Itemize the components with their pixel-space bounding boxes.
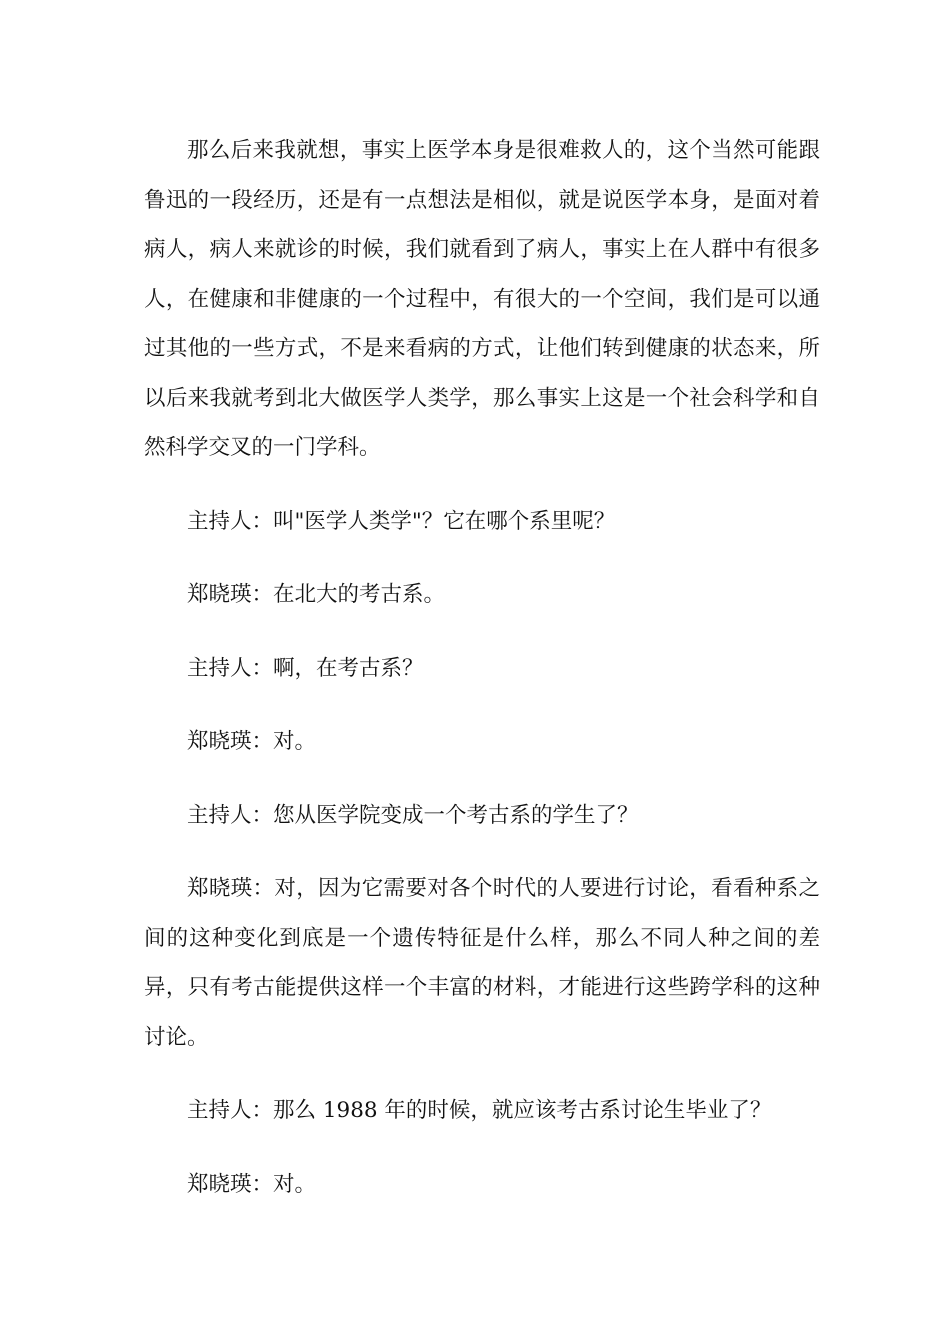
paragraph-host-question: 主持人：那么 1988 年的时候，就应该考古系讨论生毕业了？ bbox=[187, 1098, 772, 1123]
paragraph-guest-answer: 郑晓瑛：对，因为它需要对各个时代的人要进行讨论，看看种系之间的这种变化到底是一个遗传特征是什么样，那么不同人种之间的差异，只有考古能提供这样一个丰富的材料，才能进行这些跨学科的这种讨论。 bbox=[144, 876, 820, 1050]
paragraph-narrative: 那么后来我就想，事实上医学本身是很难救人的，这个当然可能跟鲁迅的一段经历，还是有一点想法是相似，就是说医学本身，是面对着病人，病人来就诊的时候，我们就看到了病人，事实上在人群中有很多人，在健康和非健康的一个过程中，有很大的一个空间，我们是可以通过其他的一些方式，不是来看病的方式，让他们转到健康的状态来，所以后来我就考到北大做医学人类学，那么事实上这是一个社会科学和自然科学交叉的一门学科。 bbox=[144, 138, 820, 460]
paragraph-host-question: 主持人：叫"医学人类学"？它在哪个系里呢？ bbox=[187, 508, 616, 534]
paragraph-guest-answer: 郑晓瑛：对。 bbox=[187, 1171, 317, 1197]
paragraph-guest-answer: 郑晓瑛：在北大的考古系。 bbox=[187, 582, 446, 607]
paragraph-host-question: 主持人：啊，在考古系？ bbox=[187, 655, 424, 681]
paragraph-host-question: 主持人：您从医学院变成一个考古系的学生了？ bbox=[187, 802, 639, 828]
paragraph-guest-answer: 郑晓瑛：对。 bbox=[187, 729, 317, 754]
